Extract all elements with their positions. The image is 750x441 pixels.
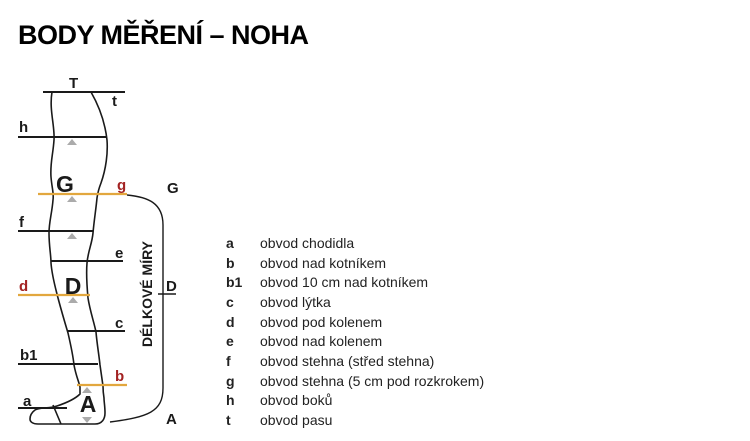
legend-row-f <box>224 351 484 371</box>
length-measures-caption: DÉLKOVÉ MÍRY <box>139 240 155 348</box>
label-G-large: G <box>56 171 74 197</box>
page-title: BODY MĚŘENÍ – NOHA <box>18 20 309 50</box>
legend-list <box>224 233 484 430</box>
legend-key: b <box>226 254 235 271</box>
label-t: t <box>112 93 117 110</box>
legend-key: d <box>226 313 235 330</box>
legend-key: f <box>226 352 231 369</box>
legend-key: t <box>226 412 231 429</box>
legend-desc: obvod stehna (5 cm pod rozkrokem) <box>260 372 485 389</box>
legend-key: e <box>226 333 234 350</box>
leg-outline <box>30 92 107 424</box>
legend-desc: obvod lýtka <box>260 293 331 310</box>
length-bracket <box>110 195 163 422</box>
legend-row-b1 <box>224 272 484 292</box>
label-f: f <box>19 214 24 231</box>
label-b: b <box>115 368 125 385</box>
legend-row-b <box>224 253 484 273</box>
legend-key: h <box>226 392 235 409</box>
legend-row-e <box>224 331 484 351</box>
legend-desc: obvod stehna (střed stehna) <box>260 352 435 369</box>
legend-desc: obvod nad kotníkem <box>260 254 387 271</box>
label-T: T <box>69 75 79 92</box>
bracket-label-G: G <box>167 180 179 197</box>
legend-row-g <box>224 371 484 391</box>
legend-desc: obvod chodidla <box>260 234 355 251</box>
legend-desc: obvod 10 cm nad kotníkem <box>260 274 429 291</box>
legend-key: g <box>226 372 235 389</box>
legend-desc: obvod pod kolenem <box>260 313 383 330</box>
legend-row-h <box>224 391 484 411</box>
label-e: e <box>115 245 124 262</box>
legend-row-a <box>224 233 484 253</box>
label-c: c <box>115 315 124 332</box>
bracket-label-D: D <box>166 278 177 295</box>
legend-key: b1 <box>226 274 243 291</box>
label-a: a <box>23 393 32 410</box>
label-b1: b1 <box>20 347 38 364</box>
label-A-large: A <box>79 391 97 417</box>
label-g: g <box>117 177 127 194</box>
label-h: h <box>19 119 29 136</box>
legend-desc: obvod nad kolenem <box>260 333 383 350</box>
leg-measurement-diagram <box>0 0 210 441</box>
legend-row-d <box>224 312 484 332</box>
legend-key: c <box>226 293 234 310</box>
legend-desc: obvod pasu <box>260 412 333 429</box>
legend-row-t <box>224 410 484 430</box>
label-d: d <box>19 278 29 295</box>
bracket-label-A: A <box>166 411 177 428</box>
legend-row-c <box>224 292 484 312</box>
legend-key: a <box>226 234 234 251</box>
legend-desc: obvod boků <box>260 392 333 409</box>
label-D-large: D <box>64 273 82 299</box>
